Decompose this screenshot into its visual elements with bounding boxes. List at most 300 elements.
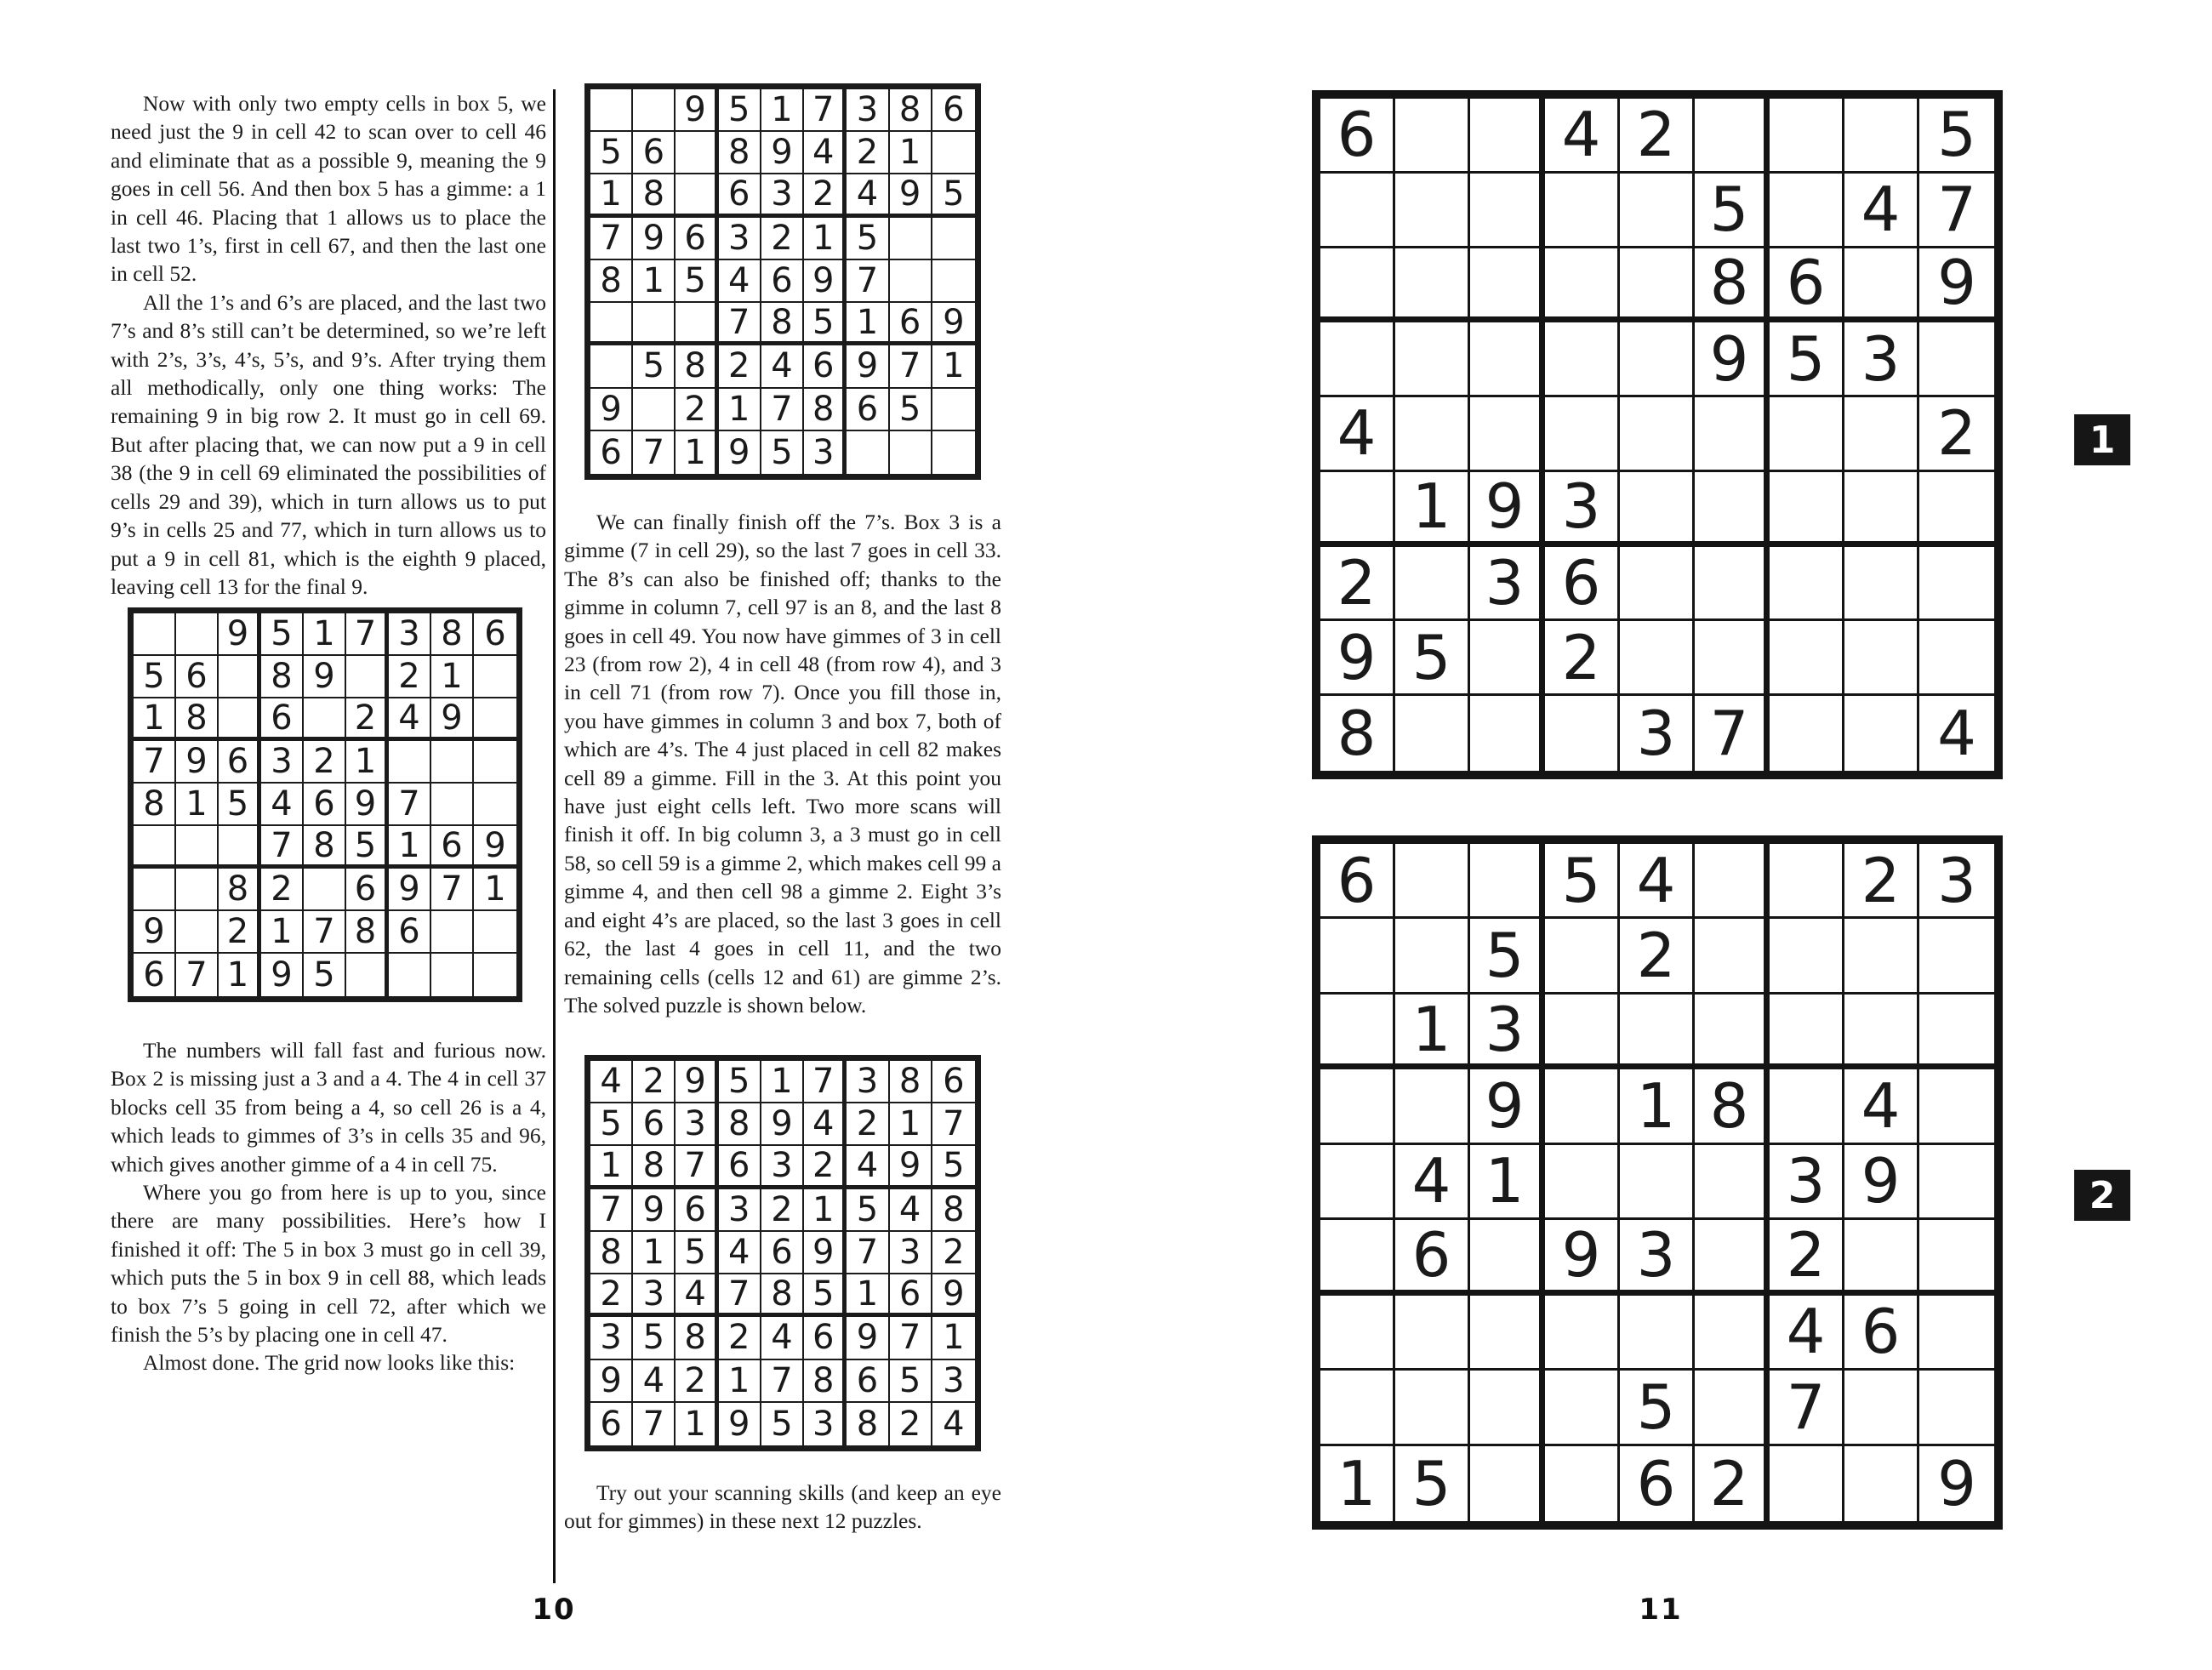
sudoku-cell: 7 bbox=[1770, 1371, 1844, 1445]
sudoku-cell bbox=[1844, 99, 1919, 174]
sudoku-cell: 5 bbox=[1395, 621, 1470, 696]
sudoku-cell: 5 bbox=[932, 174, 975, 217]
sudoku-cell bbox=[1919, 1296, 1994, 1371]
sudoku-cell bbox=[1395, 248, 1470, 323]
paragraph: We can finally finish off the 7’s. Box 3 is a gimme (7 in cell 29), so the last 7 goes in cell 33. The 8’s can also be finished off; thanks to the gimme in column 7, cell 97 is an 8, and the last 8 goes in cell 49. You now have gimmes of 3 in cell 23 (from row 2), 4 in cell 48 (from row 4), and 3 in cell 71 (from row 7). Once you fill those in, you have gimmes in column 3 and box 7, both of which are 4’s. The 4 just placed in cell 82 makes cell 89 a gimme. Fill in the 3. At this point you have just eight cells left. Two more scans will finish it off. In big column 3, a 3 must go in cell 58, so cell 59 is a gimme 2, which makes cell 99 a gimme 4, and then cell 98 a gimme 2. Eight 3’s and eight 4’s are placed, so the last 3 goes in cell 62, the last 4 goes in cell 11, and the two remaining cells (cells 12 and 61) are gimme 2’s. The solved puzzle is shown below. bbox=[564, 510, 1001, 1017]
sudoku-cell: 1 bbox=[890, 1103, 932, 1146]
sudoku-cell: 6 bbox=[676, 218, 718, 260]
sudoku-cell: 4 bbox=[761, 345, 804, 388]
sudoku-cell: 8 bbox=[1695, 248, 1770, 323]
sudoku-cell: 1 bbox=[1395, 995, 1470, 1069]
sudoku-cell bbox=[134, 869, 176, 911]
sudoku-cell bbox=[1919, 1220, 1994, 1295]
sudoku-cell bbox=[1320, 248, 1395, 323]
sudoku-cell: 2 bbox=[847, 132, 889, 174]
sudoku-cell: 9 bbox=[1470, 1069, 1545, 1144]
sudoku-cell bbox=[1320, 1220, 1395, 1295]
sudoku-cell: 2 bbox=[1919, 397, 1994, 472]
sudoku-cell: 8 bbox=[847, 1403, 889, 1445]
sudoku-cell bbox=[1695, 1296, 1770, 1371]
sudoku-cell bbox=[1770, 472, 1844, 547]
sudoku-cell: 9 bbox=[847, 1317, 889, 1359]
sudoku-cell bbox=[1695, 621, 1770, 696]
sudoku-cell: 1 bbox=[932, 345, 975, 388]
sudoku-cell bbox=[1844, 696, 1919, 771]
sudoku-cell: 4 bbox=[261, 784, 304, 826]
sudoku-cell: 1 bbox=[633, 260, 676, 303]
sudoku-cell bbox=[890, 260, 932, 303]
sudoku-cell bbox=[346, 954, 389, 996]
sudoku-cell: 4 bbox=[1545, 99, 1620, 174]
sudoku-cell: 9 bbox=[389, 869, 431, 911]
sudoku-cell bbox=[176, 613, 219, 656]
sudoku-cell bbox=[1695, 99, 1770, 174]
sudoku-cell: 4 bbox=[633, 1360, 676, 1403]
sudoku-cell: 2 bbox=[676, 1360, 718, 1403]
sudoku-cell: 9 bbox=[719, 431, 761, 474]
sudoku-cell: 9 bbox=[761, 132, 804, 174]
sudoku-cell bbox=[176, 911, 219, 954]
sudoku-cell bbox=[676, 132, 718, 174]
sudoku-cell: 8 bbox=[761, 303, 804, 345]
sudoku-cell: 2 bbox=[847, 1103, 889, 1146]
sudoku-cell bbox=[1545, 919, 1620, 994]
sudoku-cell bbox=[474, 784, 516, 826]
sudoku-cell: 7 bbox=[590, 1189, 633, 1232]
sudoku-cell bbox=[1620, 995, 1695, 1069]
sudoku-cell: 9 bbox=[633, 1189, 676, 1232]
sudoku-cell bbox=[1695, 995, 1770, 1069]
sudoku-cell: 2 bbox=[346, 698, 389, 741]
sudoku-cell: 6 bbox=[804, 1317, 847, 1359]
sudoku-cell: 8 bbox=[804, 389, 847, 431]
sudoku-cell: 3 bbox=[1620, 696, 1695, 771]
sudoku-cell: 9 bbox=[134, 911, 176, 954]
sudoku-cell: 1 bbox=[346, 741, 389, 784]
sudoku-cell: 1 bbox=[676, 1403, 718, 1445]
sudoku-cell bbox=[474, 698, 516, 741]
sudoku-cell: 4 bbox=[1844, 1069, 1919, 1144]
sudoku-cell bbox=[389, 741, 431, 784]
sudoku-cell: 8 bbox=[676, 345, 718, 388]
sudoku-cell bbox=[1620, 1145, 1695, 1220]
sudoku-cell: 9 bbox=[761, 1103, 804, 1146]
page-number-right: 11 bbox=[1639, 1593, 1683, 1627]
sudoku-cell bbox=[1545, 1296, 1620, 1371]
sudoku-cell bbox=[219, 826, 261, 869]
sudoku-cell: 2 bbox=[890, 1403, 932, 1445]
sudoku-cell bbox=[1770, 99, 1844, 174]
sudoku-cell bbox=[1620, 397, 1695, 472]
sudoku-cell: 6 bbox=[219, 741, 261, 784]
sudoku-cell bbox=[1770, 174, 1844, 248]
sudoku-cell: 7 bbox=[431, 869, 474, 911]
sudoku-cell bbox=[1620, 472, 1695, 547]
sudoku-cell: 3 bbox=[1470, 995, 1545, 1069]
sudoku-cell: 4 bbox=[590, 1061, 633, 1103]
sudoku-cell bbox=[1545, 1069, 1620, 1144]
sudoku-cell bbox=[1919, 1371, 1994, 1445]
sudoku-cell bbox=[1844, 919, 1919, 994]
sudoku-cell: 1 bbox=[761, 89, 804, 132]
sudoku-cell: 1 bbox=[389, 826, 431, 869]
sudoku-cell: 5 bbox=[633, 1317, 676, 1359]
sudoku-cell: 6 bbox=[847, 389, 889, 431]
sudoku-cell bbox=[1395, 174, 1470, 248]
sudoku-cell: 8 bbox=[590, 260, 633, 303]
sudoku-cell: 8 bbox=[590, 1232, 633, 1274]
sudoku-cell bbox=[1844, 397, 1919, 472]
sudoku-cell: 6 bbox=[761, 1232, 804, 1274]
sudoku-cell: 9 bbox=[804, 260, 847, 303]
sudoku-cell: 5 bbox=[890, 1360, 932, 1403]
sudoku-cell bbox=[1545, 248, 1620, 323]
sudoku-cell: 9 bbox=[804, 1232, 847, 1274]
sudoku-cell bbox=[932, 260, 975, 303]
sudoku-cell bbox=[633, 389, 676, 431]
sudoku-cell bbox=[1395, 322, 1470, 397]
sudoku-cell: 8 bbox=[304, 826, 346, 869]
sudoku-cell: 7 bbox=[932, 1103, 975, 1146]
sudoku-cell bbox=[932, 389, 975, 431]
sudoku-cell: 9 bbox=[633, 218, 676, 260]
sudoku-cell bbox=[1320, 322, 1395, 397]
sudoku-cell: 5 bbox=[1620, 1371, 1695, 1445]
sudoku-cell bbox=[431, 784, 474, 826]
paragraph: The numbers will fall fast and furious now. Box 2 is missing just a 3 and a 4. The 4 in cell 37 blocks cell 35 from being a 4, so cell 26 is a 4, which leads to gimmes of 3’s in cells 35 and 96, which gives another gimme of a 4 in cell 75. bbox=[111, 1038, 546, 1177]
sudoku-cell: 5 bbox=[1545, 844, 1620, 919]
sudoku-cell bbox=[431, 954, 474, 996]
sudoku-cell bbox=[474, 741, 516, 784]
sudoku-cell: 6 bbox=[1770, 248, 1844, 323]
sudoku-cell: 3 bbox=[1770, 1145, 1844, 1220]
sudoku-cell: 1 bbox=[719, 1360, 761, 1403]
sudoku-cell: 3 bbox=[389, 613, 431, 656]
sudoku-cell: 3 bbox=[719, 1189, 761, 1232]
sudoku-cell: 1 bbox=[847, 303, 889, 345]
sudoku-cell: 1 bbox=[431, 656, 474, 698]
sudoku-cell bbox=[1919, 1145, 1994, 1220]
sudoku-cell: 6 bbox=[719, 1146, 761, 1188]
sudoku-cell bbox=[1395, 844, 1470, 919]
sudoku-cell bbox=[176, 869, 219, 911]
sudoku-cell: 2 bbox=[932, 1232, 975, 1274]
sudoku-puzzle-2 bbox=[1312, 835, 2003, 1530]
sudoku-cell: 5 bbox=[676, 260, 718, 303]
sudoku-cell: 7 bbox=[590, 218, 633, 260]
sudoku-cell: 5 bbox=[847, 218, 889, 260]
sudoku-cell bbox=[1395, 547, 1470, 622]
sudoku-cell: 4 bbox=[1395, 1145, 1470, 1220]
sudoku-cell: 7 bbox=[346, 613, 389, 656]
sudoku-cell: 2 bbox=[633, 1061, 676, 1103]
sudoku-cell: 5 bbox=[1770, 322, 1844, 397]
sudoku-cell bbox=[633, 303, 676, 345]
sudoku-cell: 9 bbox=[176, 741, 219, 784]
sudoku-cell: 7 bbox=[804, 1061, 847, 1103]
sudoku-cell bbox=[932, 132, 975, 174]
sudoku-cell: 5 bbox=[719, 89, 761, 132]
sudoku-cell bbox=[1320, 1069, 1395, 1144]
sudoku-cell: 6 bbox=[590, 431, 633, 474]
sudoku-cell bbox=[431, 741, 474, 784]
sudoku-cell bbox=[1695, 472, 1770, 547]
sudoku-cell: 8 bbox=[261, 656, 304, 698]
sudoku-cell: 8 bbox=[176, 698, 219, 741]
sudoku-cell bbox=[676, 303, 718, 345]
sudoku-cell: 7 bbox=[261, 826, 304, 869]
sudoku-cell bbox=[1770, 995, 1844, 1069]
paragraph: Now with only two empty cells in box 5, we need just the 9 in cell 42 to scan over to cell 46 and eliminate that as a possible 9, meaning the 9 goes in cell 56. And then box 5 has a gimme: a 1 in cell 46. Placing that 1 allows us to place the last two 1’s, first in cell 67, and then the last one in cell 52. bbox=[111, 91, 546, 287]
sudoku-cell bbox=[1770, 1446, 1844, 1521]
sudoku-cell bbox=[389, 954, 431, 996]
sudoku-grid-solved bbox=[584, 1055, 981, 1451]
sudoku-cell: 8 bbox=[719, 132, 761, 174]
sudoku-cell: 7 bbox=[719, 303, 761, 345]
sudoku-cell: 5 bbox=[932, 1146, 975, 1188]
sudoku-cell: 5 bbox=[719, 1061, 761, 1103]
sudoku-cell bbox=[1470, 322, 1545, 397]
sudoku-puzzle-1 bbox=[1312, 90, 2003, 779]
sudoku-cell: 5 bbox=[134, 656, 176, 698]
sudoku-cell: 5 bbox=[804, 303, 847, 345]
sudoku-cell: 3 bbox=[804, 431, 847, 474]
sudoku-cell: 1 bbox=[847, 1274, 889, 1317]
sudoku-cell: 2 bbox=[761, 218, 804, 260]
sudoku-cell bbox=[1545, 174, 1620, 248]
sudoku-cell: 2 bbox=[1545, 621, 1620, 696]
sudoku-cell bbox=[474, 656, 516, 698]
sudoku-cell: 7 bbox=[719, 1274, 761, 1317]
sudoku-cell: 4 bbox=[847, 1146, 889, 1188]
puzzle-2-number: 2 bbox=[2089, 1173, 2116, 1217]
sudoku-cell bbox=[1770, 397, 1844, 472]
sudoku-cell: 8 bbox=[219, 869, 261, 911]
sudoku-cell: 3 bbox=[847, 89, 889, 132]
sudoku-cell: 7 bbox=[761, 1360, 804, 1403]
sudoku-cell: 4 bbox=[847, 174, 889, 217]
closing-note bbox=[564, 1479, 1001, 1536]
sudoku-cell bbox=[1470, 696, 1545, 771]
sudoku-cell: 8 bbox=[431, 613, 474, 656]
sudoku-cell: 6 bbox=[1844, 1296, 1919, 1371]
sudoku-cell: 3 bbox=[1919, 844, 1994, 919]
sudoku-cell: 6 bbox=[1320, 844, 1395, 919]
sudoku-cell: 1 bbox=[1470, 1145, 1545, 1220]
sudoku-cell bbox=[1545, 397, 1620, 472]
sudoku-cell bbox=[1470, 1220, 1545, 1295]
sudoku-cell bbox=[847, 431, 889, 474]
sudoku-cell bbox=[590, 89, 633, 132]
sudoku-cell: 7 bbox=[389, 784, 431, 826]
sudoku-cell: 5 bbox=[590, 1103, 633, 1146]
sudoku-cell: 9 bbox=[590, 1360, 633, 1403]
sudoku-cell bbox=[1395, 919, 1470, 994]
sudoku-cell: 8 bbox=[932, 1189, 975, 1232]
sudoku-cell bbox=[304, 698, 346, 741]
sudoku-cell: 2 bbox=[1695, 1446, 1770, 1521]
sudoku-cell: 1 bbox=[890, 132, 932, 174]
sudoku-cell bbox=[1695, 547, 1770, 622]
sudoku-cell: 8 bbox=[633, 1146, 676, 1188]
sudoku-cell bbox=[1844, 621, 1919, 696]
sudoku-cell: 1 bbox=[219, 954, 261, 996]
sudoku-cell: 5 bbox=[761, 431, 804, 474]
sudoku-cell: 1 bbox=[761, 1061, 804, 1103]
sudoku-cell bbox=[134, 613, 176, 656]
sudoku-cell: 3 bbox=[804, 1403, 847, 1445]
sudoku-cell bbox=[134, 826, 176, 869]
sudoku-cell bbox=[633, 89, 676, 132]
sudoku-cell: 9 bbox=[304, 656, 346, 698]
sudoku-cell: 4 bbox=[719, 1232, 761, 1274]
sudoku-cell: 8 bbox=[890, 89, 932, 132]
sudoku-cell: 1 bbox=[676, 431, 718, 474]
sudoku-cell: 5 bbox=[847, 1189, 889, 1232]
sudoku-cell: 2 bbox=[1320, 547, 1395, 622]
sudoku-cell: 2 bbox=[304, 741, 346, 784]
sudoku-cell bbox=[1844, 1446, 1919, 1521]
sudoku-cell: 9 bbox=[590, 389, 633, 431]
sudoku-cell: 8 bbox=[346, 911, 389, 954]
sudoku-cell: 9 bbox=[1545, 1220, 1620, 1295]
sudoku-cell: 1 bbox=[804, 1189, 847, 1232]
sudoku-cell bbox=[890, 218, 932, 260]
sudoku-cell: 6 bbox=[761, 260, 804, 303]
sudoku-cell: 8 bbox=[633, 174, 676, 217]
sudoku-cell bbox=[1919, 621, 1994, 696]
sudoku-cell: 5 bbox=[804, 1274, 847, 1317]
sudoku-cell bbox=[1320, 174, 1395, 248]
sudoku-cell: 1 bbox=[1320, 1446, 1395, 1521]
sudoku-cell bbox=[1919, 322, 1994, 397]
sudoku-cell: 6 bbox=[176, 656, 219, 698]
sudoku-cell: 4 bbox=[1620, 844, 1695, 919]
sudoku-cell: 6 bbox=[134, 954, 176, 996]
sudoku-cell: 2 bbox=[1620, 99, 1695, 174]
sudoku-grid-in-progress bbox=[128, 607, 522, 1002]
sudoku-cell: 6 bbox=[474, 613, 516, 656]
sudoku-cell bbox=[1470, 844, 1545, 919]
sudoku-cell: 3 bbox=[847, 1061, 889, 1103]
sudoku-cell bbox=[219, 698, 261, 741]
sudoku-cell: 3 bbox=[761, 174, 804, 217]
left-column-upper-text bbox=[111, 89, 546, 601]
sudoku-cell: 4 bbox=[804, 1103, 847, 1146]
sudoku-cell: 6 bbox=[261, 698, 304, 741]
sudoku-cell bbox=[1919, 1069, 1994, 1144]
sudoku-cell bbox=[1844, 547, 1919, 622]
sudoku-cell: 2 bbox=[1844, 844, 1919, 919]
sudoku-grid-nearly-solved bbox=[584, 83, 981, 480]
sudoku-cell bbox=[1695, 844, 1770, 919]
sudoku-cell bbox=[1844, 995, 1919, 1069]
sudoku-cell: 6 bbox=[847, 1360, 889, 1403]
sudoku-cell: 7 bbox=[890, 1317, 932, 1359]
sudoku-cell: 9 bbox=[1470, 472, 1545, 547]
sudoku-cell: 2 bbox=[804, 1146, 847, 1188]
sudoku-cell: 9 bbox=[719, 1403, 761, 1445]
sudoku-cell bbox=[1770, 919, 1844, 994]
sudoku-cell bbox=[1545, 696, 1620, 771]
sudoku-cell: 1 bbox=[633, 1232, 676, 1274]
sudoku-cell: 6 bbox=[389, 911, 431, 954]
sudoku-cell bbox=[1395, 696, 1470, 771]
sudoku-cell: 6 bbox=[1620, 1446, 1695, 1521]
sudoku-cell: 4 bbox=[1844, 174, 1919, 248]
sudoku-cell: 9 bbox=[890, 1146, 932, 1188]
sudoku-cell: 2 bbox=[804, 174, 847, 217]
sudoku-cell: 9 bbox=[676, 89, 718, 132]
sudoku-cell bbox=[176, 826, 219, 869]
sudoku-cell: 3 bbox=[676, 1103, 718, 1146]
sudoku-cell bbox=[219, 656, 261, 698]
sudoku-cell: 7 bbox=[1919, 174, 1994, 248]
sudoku-cell: 5 bbox=[304, 954, 346, 996]
sudoku-cell: 5 bbox=[1695, 174, 1770, 248]
sudoku-cell bbox=[1695, 1371, 1770, 1445]
sudoku-cell: 9 bbox=[1695, 322, 1770, 397]
sudoku-cell: 3 bbox=[261, 741, 304, 784]
sudoku-cell: 2 bbox=[1770, 1220, 1844, 1295]
sudoku-cell bbox=[932, 218, 975, 260]
sudoku-cell: 3 bbox=[590, 1317, 633, 1359]
sudoku-cell bbox=[1919, 547, 1994, 622]
sudoku-cell bbox=[1695, 1145, 1770, 1220]
middle-column-text bbox=[564, 508, 1001, 1019]
sudoku-cell bbox=[431, 911, 474, 954]
sudoku-cell bbox=[1395, 1296, 1470, 1371]
sudoku-cell bbox=[1320, 1371, 1395, 1445]
sudoku-cell: 5 bbox=[676, 1232, 718, 1274]
sudoku-cell bbox=[1470, 174, 1545, 248]
sudoku-cell bbox=[1395, 99, 1470, 174]
sudoku-cell bbox=[1470, 621, 1545, 696]
sudoku-cell: 2 bbox=[590, 1274, 633, 1317]
sudoku-cell bbox=[1844, 472, 1919, 547]
sudoku-cell: 8 bbox=[134, 784, 176, 826]
sudoku-cell: 2 bbox=[676, 389, 718, 431]
sudoku-cell: 2 bbox=[219, 911, 261, 954]
sudoku-cell: 5 bbox=[1470, 919, 1545, 994]
sudoku-cell bbox=[1770, 547, 1844, 622]
sudoku-cell bbox=[1395, 1069, 1470, 1144]
sudoku-cell bbox=[1770, 621, 1844, 696]
sudoku-cell: 4 bbox=[1320, 397, 1395, 472]
sudoku-cell bbox=[1545, 322, 1620, 397]
sudoku-cell: 6 bbox=[590, 1403, 633, 1445]
sudoku-cell: 4 bbox=[389, 698, 431, 741]
sudoku-cell: 4 bbox=[1937, 698, 1976, 770]
sudoku-cell: 6 bbox=[676, 1189, 718, 1232]
sudoku-cell: 4 bbox=[890, 1189, 932, 1232]
sudoku-cell: 4 bbox=[719, 260, 761, 303]
sudoku-cell bbox=[1844, 1371, 1919, 1445]
sudoku-cell: 9 bbox=[1919, 248, 1994, 323]
sudoku-cell: 7 bbox=[633, 1403, 676, 1445]
sudoku-cell: 7 bbox=[676, 1146, 718, 1188]
sudoku-cell: 9 bbox=[1937, 1447, 1976, 1519]
sudoku-cell bbox=[890, 431, 932, 474]
sudoku-cell: 5 bbox=[1919, 99, 1994, 174]
sudoku-cell: 3 bbox=[1545, 472, 1620, 547]
sudoku-cell: 5 bbox=[633, 345, 676, 388]
sudoku-cell bbox=[1620, 174, 1695, 248]
sudoku-cell: 9 bbox=[847, 345, 889, 388]
sudoku-cell: 5 bbox=[590, 132, 633, 174]
sudoku-cell: 1 bbox=[304, 613, 346, 656]
sudoku-cell: 9 bbox=[261, 954, 304, 996]
